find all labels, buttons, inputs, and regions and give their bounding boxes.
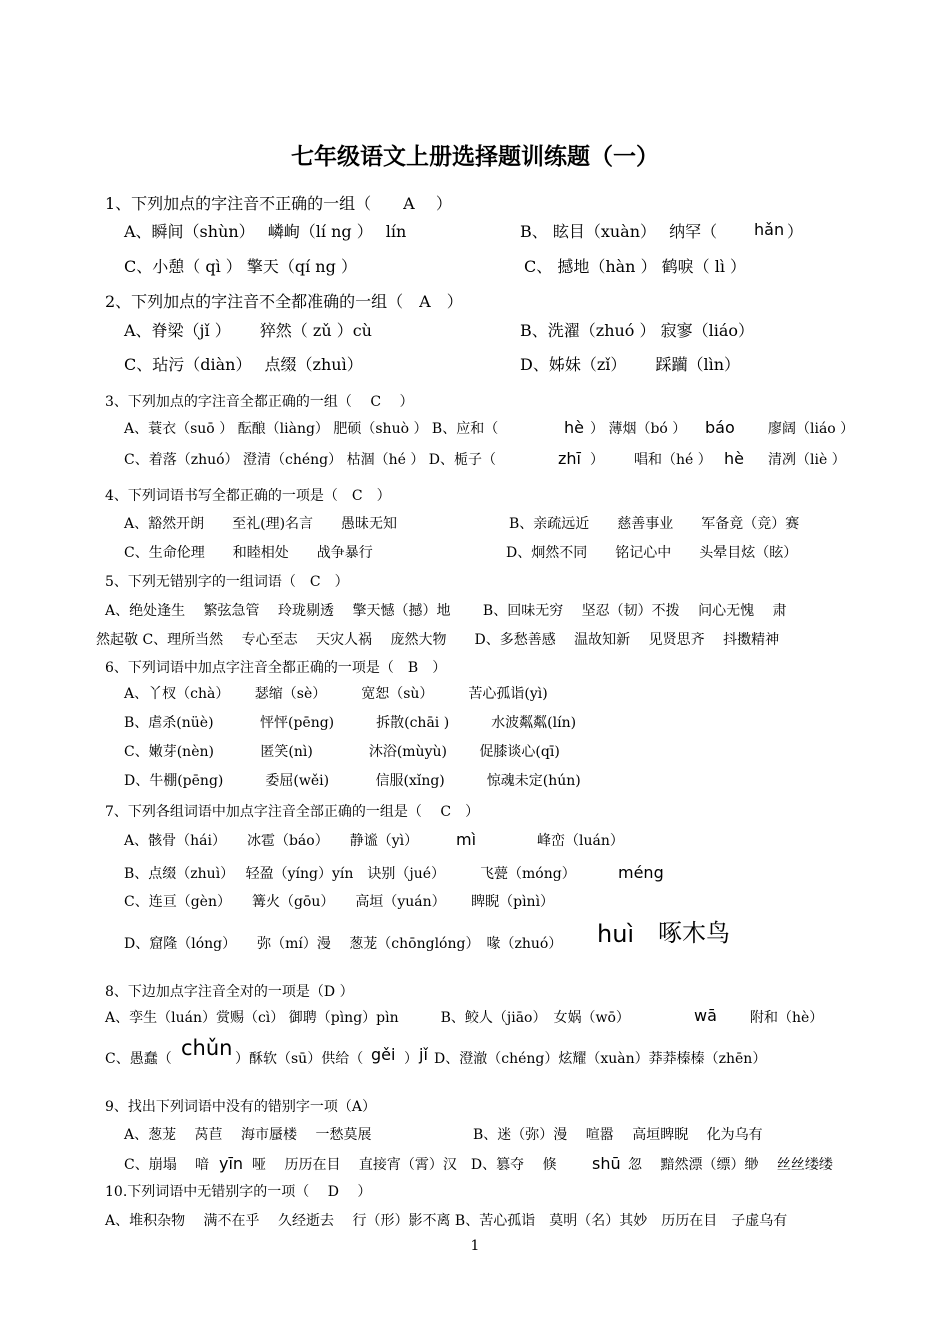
text-line: D、牛棚(pēng) 委屈(wěi) 信服(xǐng) 惊魂未定(hún) <box>124 773 581 789</box>
text-line: huì <box>597 920 635 948</box>
text-line: A、脊梁（jǐ ） 猝然（ zǔ ）cù <box>124 321 372 340</box>
text-line: wā <box>694 1006 717 1025</box>
text-line: C、崩塌 喑 <box>124 1157 210 1173</box>
text-line: A、葱茏 莴苣 海市蜃楼 一愁莫展 <box>124 1127 372 1143</box>
text-line: gěi <box>371 1045 396 1064</box>
text-line: yīn <box>219 1154 244 1173</box>
text-line: 3、下列加点的字注音全都正确的一组（ C ） <box>105 394 414 410</box>
text-line: 忽 黯然漂（缥）缈 丝丝缕缕 <box>628 1157 833 1173</box>
text-line: 清冽（liè ） <box>768 452 846 468</box>
text-line: 2、下列加点的字注音不全都准确的一组（ A ） <box>105 292 463 311</box>
text-line: báo <box>705 418 735 437</box>
text-line: jǐ <box>419 1045 428 1064</box>
text-line: chǔn <box>181 1036 233 1060</box>
text-line: D、窟隆（lóng） 弥（mí）漫 葱茏（chōnglóng） 喙（zhuó） <box>124 936 563 952</box>
text-line: A、瞬间（shùn） 嶙峋（lí ng ） lín <box>124 222 407 241</box>
text-line: 附和（hè） <box>750 1010 824 1026</box>
text-line: A、豁然开朗 至礼(理)名言 愚昧无知 <box>124 516 398 532</box>
text-line: ） 薄烟（bó ） <box>590 421 687 437</box>
text-line: A、孪生（luán）赏赐（cì） 御聘（pìng）pìn B、鲛人（jiāo） 女娲（wō） <box>105 1010 630 1026</box>
text-line: 6、下列词语中加点字注音全都正确的一项是（ B ） <box>105 660 447 676</box>
text-line: B、亲疏远近 慈善事业 军备竟（竞）赛 <box>509 516 800 532</box>
text-line: 峰峦（luán） <box>537 833 624 849</box>
text-line: D、姊妹（zǐ） 踩躏（lìn） <box>520 355 741 374</box>
text-line: ） <box>787 222 804 241</box>
text-line: A、骸骨（hái） 冰雹（báo） 静谧（yì） <box>124 833 419 849</box>
text-line: 10.下列词语中无错别字的一项（ D ） <box>105 1184 372 1200</box>
text-line: 8、下边加点字注音全对的一项是（D ） <box>105 984 354 1000</box>
text-line: 5、下列无错别字的一组词语（ C ） <box>105 574 349 590</box>
text-line: shū <box>592 1154 621 1173</box>
text-line: 廖阔（liáo ） <box>768 421 855 437</box>
text-line: C、着落（zhuó） 澄清（chéng） 枯涸（hé ） D、栀子（ <box>124 452 496 468</box>
text-line: 哑 历历在目 直接宵（霄）汉 D、篡夺 倏 <box>252 1157 557 1173</box>
text-line: 4、下列词语书写全都正确的一项是（ C ） <box>105 488 391 504</box>
text-line: C、玷污（diàn） 点缀（zhuì） <box>124 355 363 374</box>
text-line: méng <box>618 863 664 882</box>
text-line: D、澄澈（chéng）炫耀（xuàn）莽莽榛榛（zhēn） <box>434 1051 767 1067</box>
text-line: C、小憩（ qì ） 擎天（qí ng ） <box>124 257 357 276</box>
text-line: hè <box>724 449 744 468</box>
text-line: 1、下列加点的字注音不正确的一组（ A ） <box>105 194 452 213</box>
text-line: C、连亘（gèn） 篝火（gōu） 高垣（yuán） 睥睨（pìnì） <box>124 894 555 910</box>
text-line: C、 撼地（hàn ） 鹤唳（ lì ） <box>524 257 747 276</box>
text-line: B、迷（弥）漫 喧嚣 高垣睥睨 化为乌有 <box>473 1127 763 1143</box>
text-line: hè <box>564 418 584 437</box>
text-line: A、堆积杂物 满不在乎 久经逝去 行（形）影不离 B、苦心孤诣 莫明（名）其妙 历历在目 子虚乌有 <box>105 1213 788 1229</box>
page-number: 1 <box>470 1238 480 1254</box>
text-line: A、绝处逢生 繁弦急管 玲珑剔透 擎天憾（撼）地 B、回味无穷 坚忍（韧）不拨 问心无愧 肃 <box>105 603 787 619</box>
text-line: ） <box>404 1051 418 1067</box>
text-line: B、 眩目（xuàn） 纳罕（ <box>520 222 718 241</box>
text-line: 7、下列各组词语中加点字注音全部正确的一组是（ C ） <box>105 804 480 820</box>
text-line: A、蓑衣（suō ） 酝酿（liàng） 肥硕（shuò ） B、应和（ <box>124 421 499 437</box>
text-line: B、洗濯（zhuó ） 寂寥（liáo） <box>520 321 755 340</box>
text-line: 9、找出下列词语中没有的错别字一项（A） <box>105 1099 377 1115</box>
text-line: A、丫杈（chà） 瑟缩（sè） 宽恕（sù） 苦心孤诣(yì) <box>124 686 548 702</box>
text-line: 啄木鸟 <box>658 919 730 947</box>
text-line: B、虐杀(nüè) 怦怦(pēng) 拆散(chāi ) 水波粼粼(lín) <box>124 715 577 731</box>
text-line: mì <box>456 830 477 849</box>
text-line: 唱和（hé ） <box>634 452 712 468</box>
text-line: 然起敬 C、理所当然 专心至志 天灾人祸 庞然大物 D、多愁善感 温故知新 见贤思齐 抖擞精神 <box>96 632 780 648</box>
text-line: C、生命伦理 和睦相处 战争暴行 <box>124 545 373 561</box>
text-line: ）酥软（sū）供给（ <box>235 1051 364 1067</box>
text-line: hǎn <box>754 220 785 239</box>
text-line: zhī <box>558 449 581 468</box>
text-line: C、嫩芽(nèn) 匿笑(nì) 沐浴(mùyù) 促膝谈心(qī) <box>124 744 560 760</box>
page-title: 七年级语文上册选择题训练题（一） <box>291 144 659 170</box>
text-line: D、炯然不同 铭记心中 头晕目炫（眩） <box>506 545 798 561</box>
text-line: ） <box>590 452 604 468</box>
text-line: B、点缀（zhuì） 轻盈（yíng）yín 诀别（jué） 飞甍（móng） <box>124 866 576 882</box>
text-line: C、愚蠢（ <box>105 1051 172 1067</box>
